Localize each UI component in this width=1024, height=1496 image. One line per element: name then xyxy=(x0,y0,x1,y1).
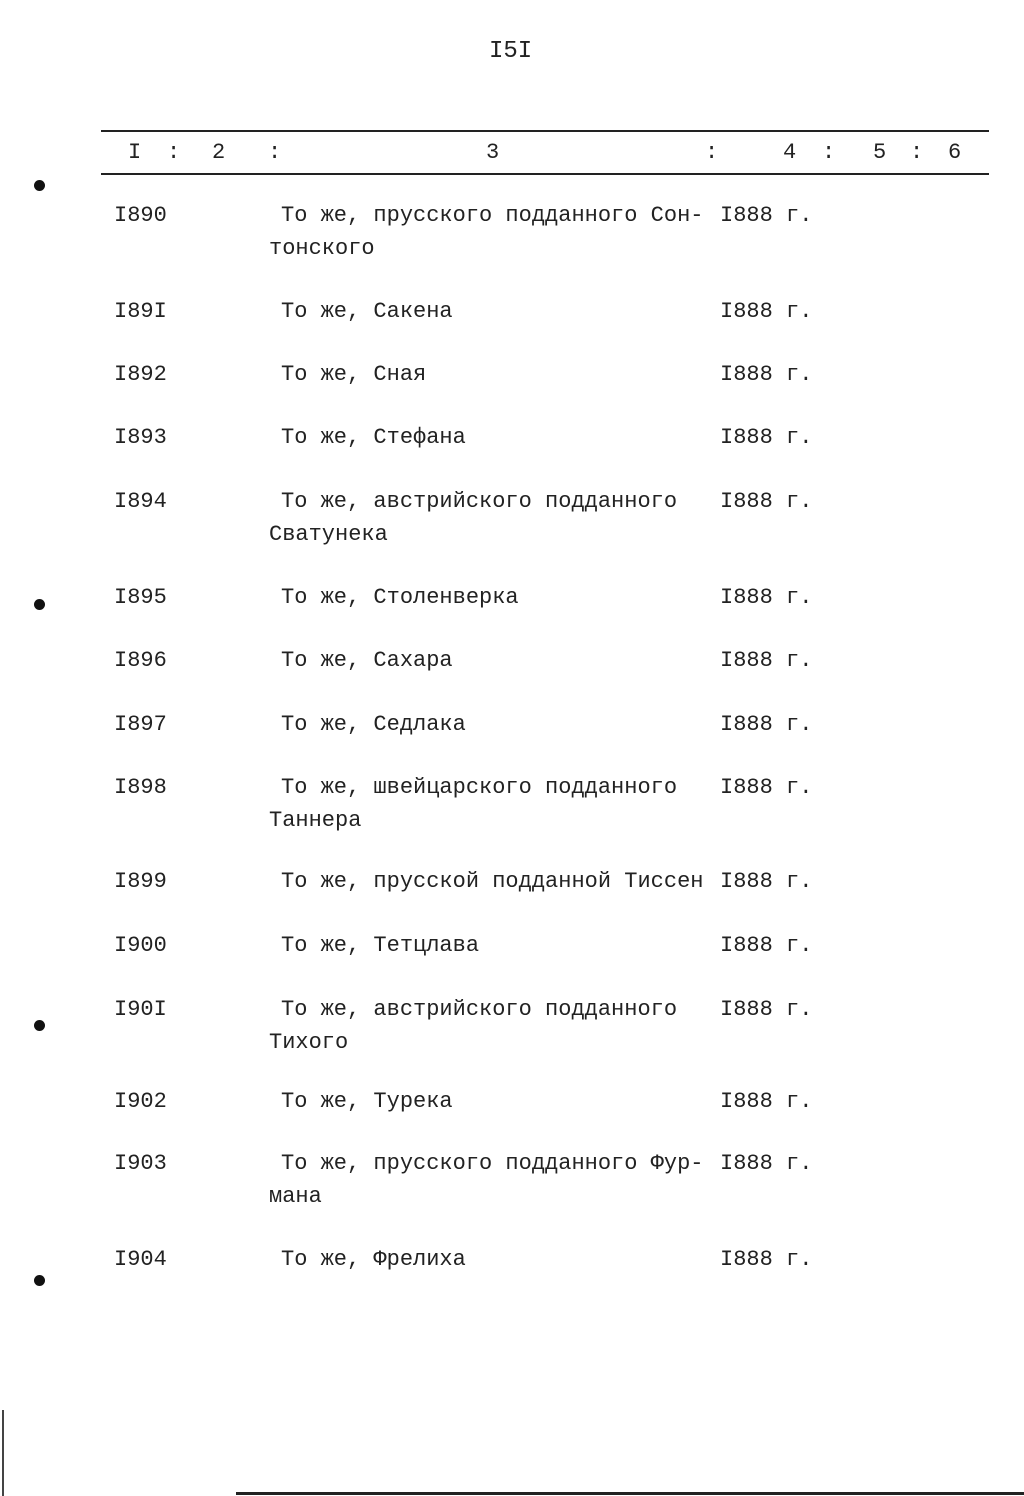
header-sep: : xyxy=(910,140,924,165)
table-row xyxy=(0,648,1024,718)
header-sep: : xyxy=(167,140,181,165)
row-number: I897 xyxy=(114,712,167,737)
row-year: I888 г. xyxy=(720,299,813,324)
row-year: I888 г. xyxy=(720,648,813,673)
row-description: То же, австрийского подданного xyxy=(281,489,678,514)
header-sep: : xyxy=(822,140,836,165)
row-description: То же, прусского подданного Сон- xyxy=(281,203,704,228)
row-description: То же, Седлака xyxy=(281,712,466,737)
header-col-2: 2 xyxy=(212,140,226,165)
table-row xyxy=(0,1247,1024,1317)
header-top-rule xyxy=(101,130,989,132)
row-year: I888 г. xyxy=(720,1247,813,1272)
row-number: I900 xyxy=(114,933,167,958)
table-row xyxy=(0,1151,1024,1221)
row-description: То же, прусской подданной Тиссен xyxy=(281,869,704,894)
punch-hole xyxy=(34,1275,45,1286)
row-description-continued: Сватунека xyxy=(269,522,388,547)
row-number: I904 xyxy=(114,1247,167,1272)
table-row xyxy=(0,299,1024,369)
table-row xyxy=(0,712,1024,782)
table-row xyxy=(0,775,1024,845)
row-year: I888 г. xyxy=(720,203,813,228)
table-row xyxy=(0,362,1024,432)
page-number: I5I xyxy=(489,38,533,65)
bottom-rule xyxy=(236,1492,1024,1495)
punch-hole xyxy=(34,180,45,191)
row-year: I888 г. xyxy=(720,712,813,737)
row-number: I903 xyxy=(114,1151,167,1176)
row-year: I888 г. xyxy=(720,1089,813,1114)
header-sep: : xyxy=(268,140,282,165)
punch-hole xyxy=(34,599,45,610)
row-number: I893 xyxy=(114,425,167,450)
row-description: То же, швейцарского подданного xyxy=(281,775,678,800)
row-year: I888 г. xyxy=(720,933,813,958)
row-year: I888 г. xyxy=(720,775,813,800)
row-number: I902 xyxy=(114,1089,167,1114)
row-description-continued: Тихого xyxy=(269,1030,349,1055)
row-year: I888 г. xyxy=(720,362,813,387)
row-number: I896 xyxy=(114,648,167,673)
row-description-continued: Таннера xyxy=(269,808,362,833)
row-description: То же, Тетцлава xyxy=(281,933,480,958)
row-year: I888 г. xyxy=(720,1151,813,1176)
row-description: То же, Фрелиха xyxy=(281,1247,466,1272)
row-description: То же, Столенверка xyxy=(281,585,519,610)
row-description: То же, Сная xyxy=(281,362,427,387)
header-col-1: I xyxy=(128,140,142,165)
header-col-4: 4 xyxy=(783,140,797,165)
row-description: То же, Турека xyxy=(281,1089,453,1114)
row-description: То же, Сахара xyxy=(281,648,453,673)
row-description: То же, прусского подданного Фур- xyxy=(281,1151,704,1176)
row-year: I888 г. xyxy=(720,585,813,610)
table-row xyxy=(0,1089,1024,1159)
row-year: I888 г. xyxy=(720,997,813,1022)
row-number: I890 xyxy=(114,203,167,228)
table-row xyxy=(0,997,1024,1067)
table-row xyxy=(0,585,1024,655)
header-col-6: 6 xyxy=(948,140,962,165)
row-year: I888 г. xyxy=(720,869,813,894)
table-row xyxy=(0,933,1024,1003)
row-description: То же, Стефана xyxy=(281,425,466,450)
row-number: I89I xyxy=(114,299,167,324)
row-description-continued: мана xyxy=(269,1184,322,1209)
table-row xyxy=(0,869,1024,939)
header-col-3: 3 xyxy=(486,140,500,165)
table-row xyxy=(0,425,1024,495)
row-description: То же, австрийского подданного xyxy=(281,997,678,1022)
punch-hole xyxy=(34,1020,45,1031)
row-number: I892 xyxy=(114,362,167,387)
header-bottom-rule xyxy=(101,173,989,175)
row-year: I888 г. xyxy=(720,425,813,450)
row-description: То же, Сакена xyxy=(281,299,453,324)
row-number: I894 xyxy=(114,489,167,514)
row-number: I898 xyxy=(114,775,167,800)
row-number: I899 xyxy=(114,869,167,894)
table-row xyxy=(0,489,1024,559)
table-row xyxy=(0,203,1024,273)
row-number: I90I xyxy=(114,997,167,1022)
page-edge xyxy=(2,1410,4,1496)
row-year: I888 г. xyxy=(720,489,813,514)
row-number: I895 xyxy=(114,585,167,610)
header-sep: : xyxy=(705,140,719,165)
header-col-5: 5 xyxy=(873,140,887,165)
row-description-continued: тонского xyxy=(269,236,375,261)
